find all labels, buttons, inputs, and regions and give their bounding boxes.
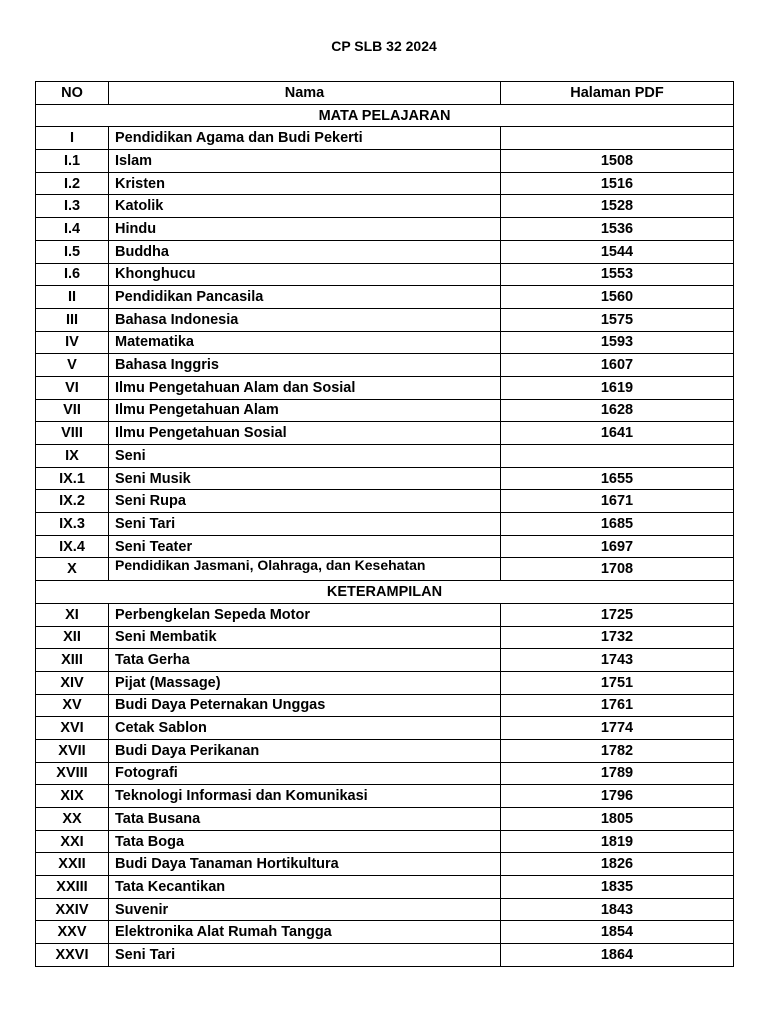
- row-number: XV: [36, 694, 109, 717]
- row-name: Matematika: [109, 331, 501, 354]
- row-pdf-page: 1593: [501, 331, 734, 354]
- row-number: XIII: [36, 649, 109, 672]
- row-number: XXIV: [36, 898, 109, 921]
- row-name: Ilmu Pengetahuan Alam: [109, 399, 501, 422]
- table-row: [36, 603, 734, 626]
- row-pdf-page: 1854: [501, 921, 734, 944]
- row-name: Pendidikan Pancasila: [109, 286, 501, 309]
- row-name: Bahasa Inggris: [109, 354, 501, 377]
- section-title: KETERAMPILAN: [36, 581, 734, 604]
- row-number: IV: [36, 331, 109, 354]
- row-number: V: [36, 354, 109, 377]
- section-header-row: [36, 581, 734, 604]
- row-pdf-page: 1619: [501, 376, 734, 399]
- header-page: Halaman PDF: [501, 82, 734, 105]
- row-number: XVIII: [36, 762, 109, 785]
- table-row: [36, 853, 734, 876]
- row-name: Buddha: [109, 240, 501, 263]
- row-pdf-page: 1774: [501, 717, 734, 740]
- table-row: [36, 490, 734, 513]
- row-number: IX.4: [36, 535, 109, 558]
- table-row: [36, 422, 734, 445]
- row-pdf-page: 1536: [501, 218, 734, 241]
- row-pdf-page: [501, 127, 734, 150]
- row-name: Teknologi Informasi dan Komunikasi: [109, 785, 501, 808]
- row-number: VI: [36, 376, 109, 399]
- row-number: XI: [36, 603, 109, 626]
- row-name: Suvenir: [109, 898, 501, 921]
- table-row: [36, 150, 734, 173]
- row-number: I.6: [36, 263, 109, 286]
- row-name: Kristen: [109, 172, 501, 195]
- row-pdf-page: 1826: [501, 853, 734, 876]
- row-number: XVII: [36, 739, 109, 762]
- row-pdf-page: 1725: [501, 603, 734, 626]
- row-number: IX.1: [36, 467, 109, 490]
- table-row: [36, 195, 734, 218]
- row-pdf-page: 1843: [501, 898, 734, 921]
- row-number: XIV: [36, 671, 109, 694]
- table-row: [36, 172, 734, 195]
- row-name: Seni Membatik: [109, 626, 501, 649]
- row-name: Ilmu Pengetahuan Sosial: [109, 422, 501, 445]
- row-name: Islam: [109, 150, 501, 173]
- row-name: Katolik: [109, 195, 501, 218]
- table-row: [36, 127, 734, 150]
- row-number: IX.2: [36, 490, 109, 513]
- curriculum-table: [35, 81, 734, 967]
- row-name: Ilmu Pengetahuan Alam dan Sosial: [109, 376, 501, 399]
- table-row: [36, 558, 734, 581]
- row-number: I: [36, 127, 109, 150]
- row-pdf-page: 1751: [501, 671, 734, 694]
- table-header-row: [36, 82, 734, 105]
- table-row: [36, 308, 734, 331]
- header-no: NO: [36, 82, 109, 105]
- table-row: [36, 354, 734, 377]
- row-number: III: [36, 308, 109, 331]
- row-name: Tata Boga: [109, 830, 501, 853]
- row-number: VII: [36, 399, 109, 422]
- row-pdf-page: 1819: [501, 830, 734, 853]
- table-row: [36, 376, 734, 399]
- row-number: VIII: [36, 422, 109, 445]
- table-row: [36, 445, 734, 468]
- row-name: Elektronika Alat Rumah Tangga: [109, 921, 501, 944]
- row-pdf-page: 1789: [501, 762, 734, 785]
- row-number: II: [36, 286, 109, 309]
- row-name: Fotografi: [109, 762, 501, 785]
- row-name: Seni Musik: [109, 467, 501, 490]
- table-body: [36, 104, 734, 966]
- section-title: MATA PELAJARAN: [36, 104, 734, 127]
- row-pdf-page: 1560: [501, 286, 734, 309]
- row-name: Hindu: [109, 218, 501, 241]
- table-row: [36, 331, 734, 354]
- row-name: Perbengkelan Sepeda Motor: [109, 603, 501, 626]
- table-row: [36, 944, 734, 967]
- row-pdf-page: 1796: [501, 785, 734, 808]
- row-name: Cetak Sablon: [109, 717, 501, 740]
- row-number: XX: [36, 808, 109, 831]
- row-name: Pendidikan Agama dan Budi Pekerti: [109, 127, 501, 150]
- row-number: XXVI: [36, 944, 109, 967]
- row-name: Khonghucu: [109, 263, 501, 286]
- row-name: Tata Kecantikan: [109, 876, 501, 899]
- row-number: I.3: [36, 195, 109, 218]
- row-pdf-page: 1516: [501, 172, 734, 195]
- row-pdf-page: 1641: [501, 422, 734, 445]
- row-pdf-page: 1671: [501, 490, 734, 513]
- table-row: [36, 830, 734, 853]
- row-number: X: [36, 558, 109, 581]
- table-row: [36, 535, 734, 558]
- row-name: Bahasa Indonesia: [109, 308, 501, 331]
- row-number: I.2: [36, 172, 109, 195]
- row-pdf-page: 1805: [501, 808, 734, 831]
- row-pdf-page: 1743: [501, 649, 734, 672]
- page-title: CP SLB 32 2024: [331, 38, 437, 54]
- row-name: Budi Daya Tanaman Hortikultura: [109, 853, 501, 876]
- row-name: Seni Rupa: [109, 490, 501, 513]
- row-pdf-page: 1508: [501, 150, 734, 173]
- table-row: [36, 762, 734, 785]
- row-pdf-page: 1782: [501, 739, 734, 762]
- row-number: XXV: [36, 921, 109, 944]
- table-row: [36, 513, 734, 536]
- table-row: [36, 898, 734, 921]
- row-number: I.1: [36, 150, 109, 173]
- row-number: XIX: [36, 785, 109, 808]
- row-pdf-page: 1685: [501, 513, 734, 536]
- row-pdf-page: 1732: [501, 626, 734, 649]
- header-nama: Nama: [109, 82, 501, 105]
- table-row: [36, 286, 734, 309]
- table-row: [36, 921, 734, 944]
- row-name: Pijat (Massage): [109, 671, 501, 694]
- row-pdf-page: 1864: [501, 944, 734, 967]
- row-number: XXII: [36, 853, 109, 876]
- row-pdf-page: [501, 445, 734, 468]
- table-row: [36, 399, 734, 422]
- row-name: Seni Tari: [109, 944, 501, 967]
- table-row: [36, 218, 734, 241]
- row-number: I.5: [36, 240, 109, 263]
- row-pdf-page: 1708: [501, 558, 734, 581]
- row-name: Budi Daya Peternakan Unggas: [109, 694, 501, 717]
- table-row: [36, 626, 734, 649]
- row-number: IX.3: [36, 513, 109, 536]
- row-pdf-page: 1544: [501, 240, 734, 263]
- row-number: XII: [36, 626, 109, 649]
- row-pdf-page: 1628: [501, 399, 734, 422]
- table-row: [36, 467, 734, 490]
- table-row: [36, 694, 734, 717]
- row-name: Seni Tari: [109, 513, 501, 536]
- table-row: [36, 876, 734, 899]
- row-number: I.4: [36, 218, 109, 241]
- row-name: Tata Busana: [109, 808, 501, 831]
- row-pdf-page: 1607: [501, 354, 734, 377]
- row-name: Seni Teater: [109, 535, 501, 558]
- table-row: [36, 808, 734, 831]
- row-number: IX: [36, 445, 109, 468]
- row-pdf-page: 1761: [501, 694, 734, 717]
- row-number: XXIII: [36, 876, 109, 899]
- row-pdf-page: 1835: [501, 876, 734, 899]
- row-name: Tata Gerha: [109, 649, 501, 672]
- row-pdf-page: 1553: [501, 263, 734, 286]
- table-row: [36, 671, 734, 694]
- table-row: [36, 717, 734, 740]
- row-pdf-page: 1575: [501, 308, 734, 331]
- table-row: [36, 739, 734, 762]
- row-pdf-page: 1655: [501, 467, 734, 490]
- row-pdf-page: 1528: [501, 195, 734, 218]
- row-name: Pendidikan Jasmani, Olahraga, dan Kesehatan: [109, 558, 501, 581]
- row-number: XVI: [36, 717, 109, 740]
- row-pdf-page: 1697: [501, 535, 734, 558]
- table-row: [36, 263, 734, 286]
- table-row: [36, 240, 734, 263]
- row-number: XXI: [36, 830, 109, 853]
- table-row: [36, 785, 734, 808]
- table-row: [36, 649, 734, 672]
- row-name: Budi Daya Perikanan: [109, 739, 501, 762]
- row-name: Seni: [109, 445, 501, 468]
- section-header-row: [36, 104, 734, 127]
